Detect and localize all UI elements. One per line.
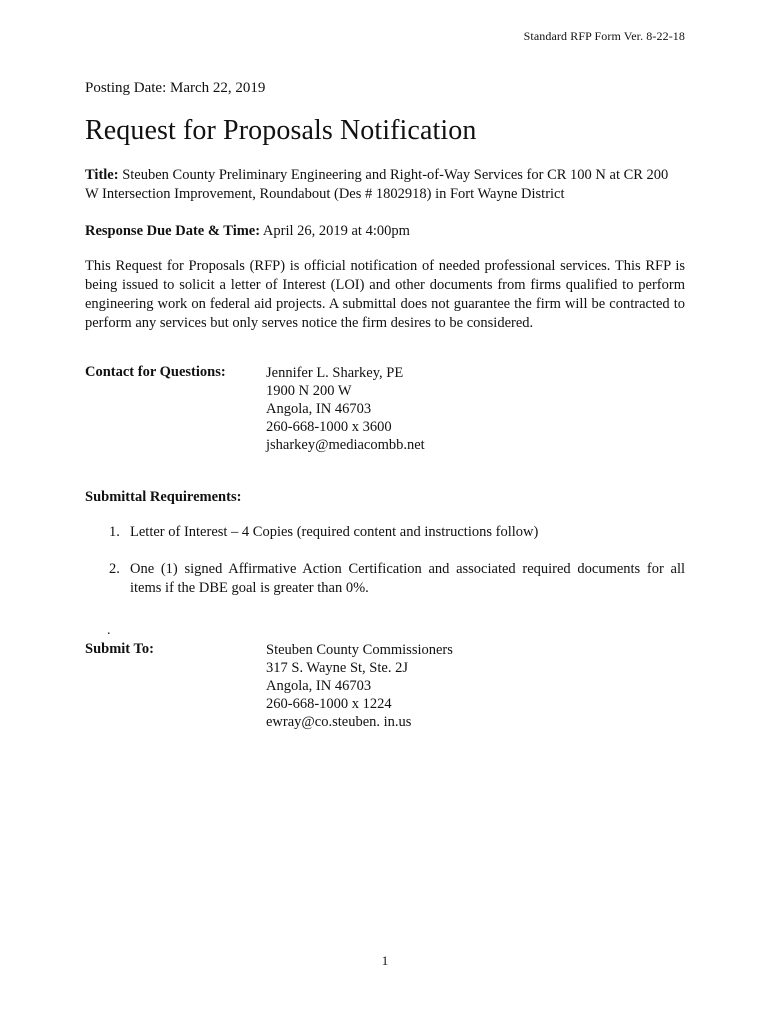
contact-phone: 260-668-1000 x 3600 — [266, 419, 392, 435]
response-due-paragraph — [85, 222, 685, 241]
page-number: 1 — [381, 953, 389, 968]
form-version-header: Standard RFP Form Ver. 8-22-18 — [523, 29, 685, 43]
contact-email: jsharkey@mediacombb.net — [266, 437, 425, 453]
submittal-label: Submittal Requirements: — [85, 489, 242, 505]
list-item-number: 2. — [109, 561, 120, 577]
list-item-text: Letter of Interest – 4 Copies (required content and instructions follow) — [130, 524, 539, 540]
list-item — [85, 523, 685, 542]
project-title-paragraph — [85, 166, 685, 204]
contact-block — [266, 364, 425, 454]
contact-address: 1900 N 200 W — [266, 383, 352, 399]
submit-to-phone: 260-668-1000 x 1224 — [266, 696, 392, 712]
list-item-text: One (1) signed Affirmative Action Certification and associated required documents for all items if the DBE goal is greater than 0%. — [130, 561, 685, 596]
requirement-list — [85, 523, 685, 542]
contact-city: Angola, IN 46703 — [266, 401, 372, 417]
list-item-number: 1. — [109, 524, 120, 540]
contact-label: Contact for Questions: — [85, 364, 226, 380]
contact-name: Jennifer L. Sharkey, PE — [266, 365, 404, 381]
response-due-text: April 26, 2019 at 4:00pm — [262, 223, 410, 239]
document-title: Request for Proposals Notification — [85, 115, 477, 146]
response-due-label: Response Due Date & Time: — [85, 223, 261, 239]
submit-to-email: ewray@co.steuben. in.us — [266, 714, 412, 730]
list-item — [85, 560, 685, 598]
requirement-list — [85, 560, 685, 598]
submit-to-address: 317 S. Wayne St, Ste. 2J — [266, 660, 408, 676]
project-title-label: Title: — [85, 167, 119, 183]
project-title-text: Steuben County Preliminary Engineering and Right-of-Way Services for CR 100 N at CR 200 W Intersection Improvement, Roundabout (Des # 1802918) in Fort Wayne District — [85, 167, 669, 202]
submit-to-label: Submit To: — [85, 641, 154, 657]
submit-to-block — [266, 641, 453, 731]
submit-to-name: Steuben County Commissioners — [266, 642, 453, 658]
posting-date: Posting Date: March 22, 2019 — [85, 80, 266, 96]
intro-paragraph: This Request for Proposals (RFP) is official notification of needed professional services. This RFP is being issued to solicit a letter of Interest (LOI) and other documents from firms qualified to perform engineering work on federal aid projects. A submittal does not guarantee the firm will be contracted to perform any services but only serves notice the firm desires to be considered. — [85, 258, 685, 331]
stray-period: . — [107, 623, 111, 638]
submit-to-city: Angola, IN 46703 — [266, 678, 372, 694]
